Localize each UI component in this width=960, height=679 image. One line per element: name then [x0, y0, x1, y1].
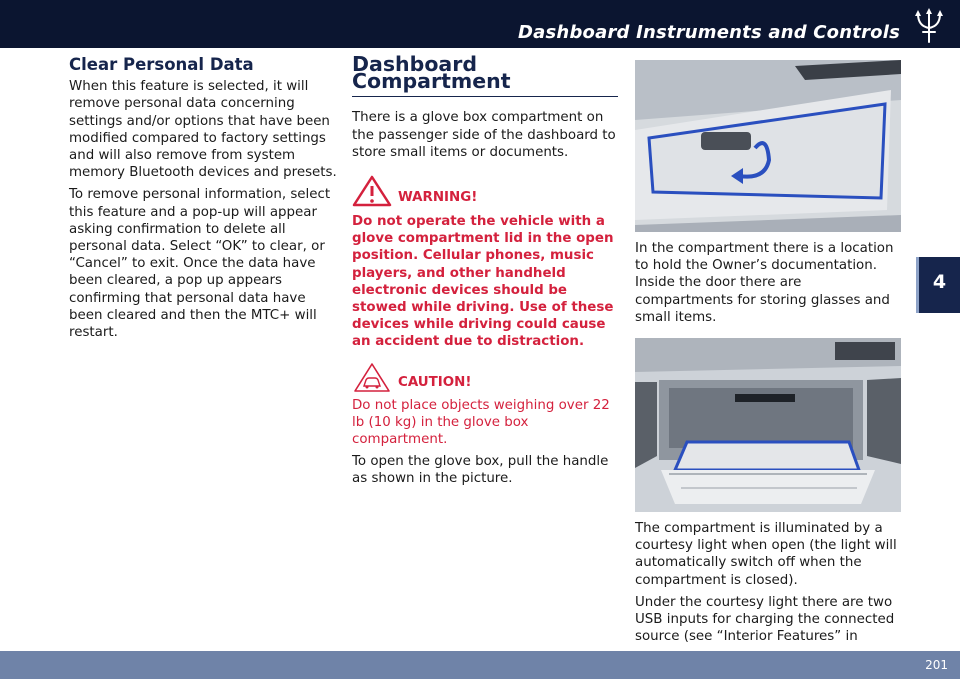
- compartment-paragraph-2: The compartment is illuminated by a courtesy light when open (the light will automatically switch off when the compartment is closed).: [635, 521, 897, 588]
- car-caution-icon: [352, 361, 392, 393]
- page-number: 201: [925, 658, 948, 672]
- compartment-paragraph-3: Under the courtesy light there are two USB inputs for charging the connected source (see “Interior Features” in: [635, 594, 895, 645]
- clear-personal-data-title: Clear Personal Data: [69, 55, 254, 74]
- glove-box-closed-image: [635, 60, 901, 232]
- compartment-paragraph-1: In the compartment there is a location to hold the Owner’s documentation. Inside the door there are compartments for storing glasses and small items.: [635, 241, 894, 325]
- section-title: Dashboard Instruments and Controls: [518, 22, 900, 43]
- page-footer: [0, 651, 960, 679]
- caution-header: [352, 361, 618, 393]
- trident-logo-icon: [912, 8, 946, 46]
- warning-triangle-icon: [352, 175, 392, 207]
- caution-title: CAUTION!: [398, 375, 472, 391]
- dashboard-compartment-title: Dashboard Compartment: [352, 56, 618, 97]
- glove-box-open-image: [635, 338, 901, 512]
- clear-data-paragraph-2: To remove personal information, select this feature and a pop-up will appear asking confirmation to delete all personal data. Select “OK” to clear, or “Cancel” to exit. Once the data have been cleared, a pop up appears confirming that personal data have been cleared and then the MTC+ will restart.: [69, 187, 331, 341]
- caution-text: Do not place objects weighing over 22 lb (10 kg) in the glove box compartment.: [352, 397, 610, 448]
- compartment-intro: There is a glove box compartment on the passenger side of the dashboard to store small items or documents.: [352, 110, 616, 160]
- clear-personal-data-section: [69, 56, 337, 346]
- compartment-details: [635, 56, 901, 650]
- warning-header: [352, 175, 618, 207]
- chapter-tab[interactable]: [916, 257, 960, 313]
- open-instructions: To open the glove box, pull the handle as shown in the picture.: [352, 454, 609, 487]
- warning-title: WARNING!: [398, 190, 478, 206]
- page-header: [0, 0, 960, 48]
- clear-data-paragraph-1: When this feature is selected, it will remove personal data concerning settings and/or options that have been modified compared to factory settings and will also remove from system memory Bluetooth devices and presets.: [69, 79, 337, 181]
- dashboard-compartment-section: [352, 52, 618, 493]
- warning-text: Do not operate the vehicle with a glove compartment lid in the open position. Cellular phones, music players, and other handheld electronic devices should be stowed while driving. Use of these devices while driving could cause an accident due to distraction.: [352, 214, 614, 350]
- chapter-number: 4: [932, 271, 947, 293]
